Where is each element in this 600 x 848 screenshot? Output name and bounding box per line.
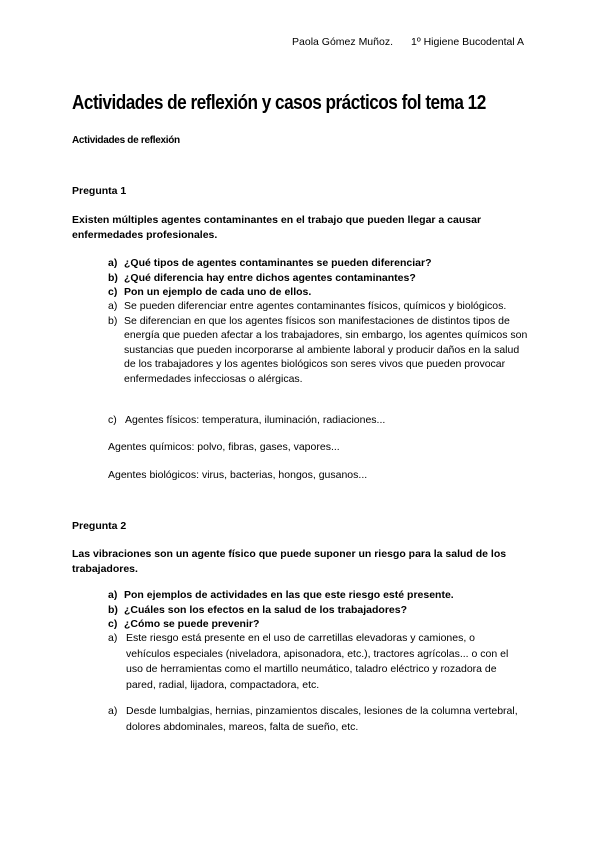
- section-subtitle: Actividades de reflexión: [72, 135, 180, 146]
- answer-item: a) Se pueden diferenciar entre agentes contaminantes físicos, químicos y biológicos.: [108, 300, 507, 312]
- list-item: c) ¿Cómo se puede prevenir?: [108, 618, 260, 630]
- list-item: a) ¿Qué tipos de agentes contaminantes se pueden diferenciar?: [108, 257, 432, 269]
- question-1-heading: Pregunta 1: [72, 185, 127, 197]
- question-2-list: [108, 588, 528, 632]
- agentes-quimicos: Agentes químicos: polvo, fibras, gases, vapores...: [108, 441, 340, 453]
- agentes-biologicos: Agentes biológicos: virus, bacterias, hongos, gusanos...: [108, 469, 368, 481]
- page-header: [292, 36, 524, 48]
- question-2-answer-b: [108, 704, 520, 735]
- question-2-statement: Las vibraciones son un agente físico que puede suponer un riesgo para la salud de los trabajadores.: [72, 548, 507, 575]
- question-1-answer-c: c) Agentes físicos: temperatura, iluminación, radiaciones...: [108, 414, 386, 426]
- list-item: b) ¿Cuáles son los efectos en la salud de los trabajadores?: [108, 603, 408, 616]
- question-2-answer-a: [108, 631, 520, 693]
- question-1-answers: [108, 299, 528, 386]
- course-name: 1º Higiene Bucodental A: [411, 36, 524, 48]
- question-2-heading: Pregunta 2: [72, 520, 127, 532]
- question-1-statement: Existen múltiples agentes contaminantes en el trabajo que pueden llegar a causar enfermedades profesionales.: [72, 214, 482, 241]
- list-item: a) Pon ejemplos de actividades en las que este riesgo esté presente.: [108, 589, 454, 601]
- list-item: c) Pon un ejemplo de cada uno de ellos.: [108, 286, 312, 298]
- document-title: Actividades de reflexión y casos prácticos fol tema 12: [72, 92, 486, 114]
- answer-item: a) Desde lumbalgias, hernias, pinzamientos discales, lesiones de la columna vertebral, dolores abdominales, mareos, falta de sueño, etc.: [108, 705, 518, 733]
- question-1-list: [108, 256, 528, 300]
- answer-item: b) Se diferencian en que los agentes físicos son manifestaciones de distintos tipos de energía que pueden afectar a los trabajadores, sin embargo, los agentes químicos son sustancias que pueden incorporarse al ambiente laboral y producir daños en la salud de los trabajadores y los agentes biológicos son seres vivos que pueden provocar enfermedades infecciosas o alérgicas.: [108, 314, 528, 385]
- answer-item: a) Este riesgo está presente en el uso de carretillas elevadoras y camiones, o vehículos especiales (niveladora, apisonadora, etc.), tractores agrícolas... o con el uso de herramientas como el martillo neumático, taladro eléctrico y rozadora de pared, radial, lijadora, compactadora, etc.: [108, 632, 509, 691]
- author-name: Paola Gómez Muñoz.: [292, 36, 393, 48]
- list-item: b) ¿Qué diferencia hay entre dichos agentes contaminantes?: [108, 271, 416, 284]
